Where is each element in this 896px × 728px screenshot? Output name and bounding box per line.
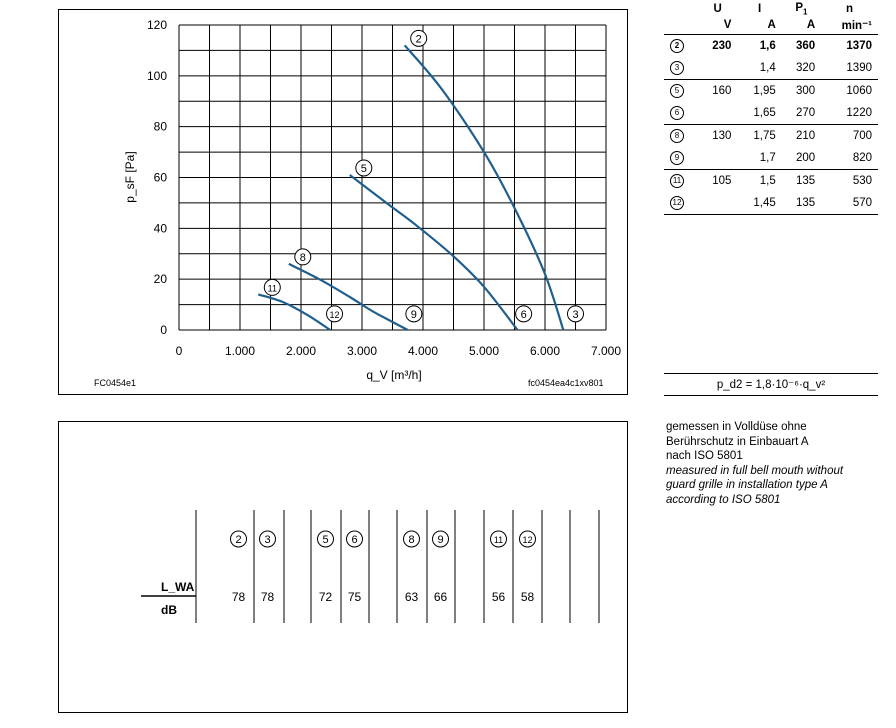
cell-i: 1,65 xyxy=(753,107,776,120)
chart-code-left: FC0454e1 xyxy=(94,378,137,388)
fan-curve-chart xyxy=(58,9,628,395)
chart-code-right: fc0454ea4c1xv801 xyxy=(528,378,604,388)
cell-p: 210 xyxy=(782,125,821,148)
curve-marker-label: 11 xyxy=(267,283,277,294)
sound-power-value: 75 xyxy=(347,590,362,604)
curve-marker-label: 9 xyxy=(410,308,417,321)
cell-n: 820 xyxy=(852,152,872,165)
cell-u: 230 xyxy=(712,40,732,53)
note-en-line: guard grille in installation type A xyxy=(666,479,828,491)
cell-u: 105 xyxy=(698,170,737,193)
y-tick-label: 60 xyxy=(153,170,167,185)
y-tick-label: 20 xyxy=(153,272,167,287)
y-axis-label: p_sF [Pa] xyxy=(123,151,137,203)
measurement-notes xyxy=(666,420,888,507)
table-row xyxy=(664,125,878,148)
header-p: $P_1$ xyxy=(795,2,808,17)
curve-marker-label: 8 xyxy=(408,534,415,546)
sound-power-table xyxy=(58,421,628,713)
x-tick-label: 1.000 xyxy=(224,344,256,358)
dynamic-pressure-formula: p_d2 = 1,8·10⁻⁶·q_v² xyxy=(664,373,878,396)
cell-p: 320 xyxy=(795,62,816,75)
table-row xyxy=(664,102,878,125)
curve-marker-icon: 3 xyxy=(670,61,684,75)
curve-line-11 xyxy=(258,294,330,330)
x-tick-label: 4.000 xyxy=(407,344,439,358)
cell-n: 1390 xyxy=(846,62,872,75)
unit-u: V xyxy=(698,16,737,35)
table-header-row xyxy=(664,2,878,16)
operating-data-table xyxy=(664,2,878,215)
sound-power-value: 56 xyxy=(491,590,506,604)
row-label-lwa: L_WA xyxy=(161,580,195,594)
x-tick-label: 3.000 xyxy=(346,344,378,358)
cell-u: 130 xyxy=(698,125,737,148)
sound-power-value: 78 xyxy=(231,590,246,604)
table-row xyxy=(664,192,878,215)
x-tick-label: 7.000 xyxy=(590,344,622,358)
curve-marker-icon: 2 xyxy=(670,39,684,53)
curve-marker-label: 3 xyxy=(264,534,271,546)
cell-u xyxy=(698,57,737,80)
x-axis-label: q_V [m³/h] xyxy=(366,368,422,382)
table-row xyxy=(664,57,878,80)
table-unit-row xyxy=(664,16,878,35)
y-tick-label: 0 xyxy=(160,323,167,337)
cell-i: 1,75 xyxy=(737,125,781,148)
x-tick-label: 5.000 xyxy=(468,344,500,358)
curve-marker-label: 12 xyxy=(522,535,533,545)
cell-u xyxy=(698,102,737,125)
curve-marker-label: 2 xyxy=(415,33,422,46)
curve-marker-label: 9 xyxy=(437,534,444,546)
note-de-line: nach ISO 5801 xyxy=(666,450,743,462)
sound-power-value: 63 xyxy=(404,590,419,604)
y-tick-label: 80 xyxy=(153,119,167,134)
note-en-line: according to ISO 5801 xyxy=(666,493,781,506)
curve-marker-label: 5 xyxy=(322,534,329,546)
cell-n: 530 xyxy=(821,170,878,193)
curve-marker-icon: 6 xyxy=(670,106,684,120)
header-i: I xyxy=(757,3,762,16)
curve-marker-label: 2 xyxy=(235,534,242,546)
table-row xyxy=(664,80,878,103)
cell-p: 270 xyxy=(795,107,816,120)
curve-marker-label: 8 xyxy=(299,251,306,264)
note-de-line: Berührschutz in Einbauart A xyxy=(666,435,809,448)
cell-p: 135 xyxy=(782,192,821,215)
cell-u xyxy=(698,147,737,170)
cell-p: 200 xyxy=(795,152,816,165)
curve-marker-icon: 8 xyxy=(670,129,684,143)
cell-p: 360 xyxy=(795,40,816,53)
cell-i: 1,4 xyxy=(759,62,776,75)
cell-n: 1220 xyxy=(846,107,872,120)
cell-i: 1,6 xyxy=(759,40,776,53)
table-row xyxy=(664,35,878,58)
curve-marker-label: 5 xyxy=(360,162,367,175)
curve-marker-icon: 9 xyxy=(670,151,684,165)
cell-p: 135 xyxy=(782,170,821,193)
curve-marker-icon: 11 xyxy=(670,174,684,188)
table-row xyxy=(664,170,878,193)
sound-power-value: 78 xyxy=(260,590,275,604)
curve-marker-icon: 5 xyxy=(670,84,684,98)
cell-i: 1,5 xyxy=(737,170,781,193)
x-tick-label: 6.000 xyxy=(529,344,561,358)
curve-marker-label: 12 xyxy=(329,309,340,320)
sound-power-value: 58 xyxy=(520,590,535,604)
curve-marker-label: 6 xyxy=(351,534,358,546)
y-tick-label: 40 xyxy=(153,221,167,236)
cell-n: 570 xyxy=(821,192,878,215)
curve-marker-icon: 12 xyxy=(670,196,684,210)
y-tick-label: 120 xyxy=(146,18,167,32)
curve-marker-label: 3 xyxy=(572,308,579,321)
x-tick-label: 2.000 xyxy=(285,344,317,358)
cell-n: 1370 xyxy=(846,40,872,53)
note-de-line: gemessen in Volldüse ohne xyxy=(666,421,807,433)
row-label-db: dB xyxy=(161,603,177,617)
table-row xyxy=(664,147,878,170)
unit-p: A xyxy=(782,16,821,35)
header-u: U xyxy=(713,3,722,16)
note-en-line: measured in full bell mouth without xyxy=(666,464,844,477)
curve-marker-label: 11 xyxy=(493,535,504,545)
sound-power-value: 72 xyxy=(318,590,333,604)
cell-n: 1060 xyxy=(821,80,878,103)
y-tick-label: 100 xyxy=(146,68,167,83)
cell-u: 160 xyxy=(698,80,737,103)
x-tick-label: 0 xyxy=(175,344,183,358)
curve-line-5 xyxy=(350,175,518,330)
header-n: n xyxy=(846,3,854,16)
sound-power-value: 66 xyxy=(433,590,448,604)
unit-i: A xyxy=(737,16,781,35)
cell-u xyxy=(698,192,737,215)
cell-i: 1,7 xyxy=(759,152,776,165)
cell-i: 1,45 xyxy=(737,192,781,215)
cell-i: 1,95 xyxy=(737,80,781,103)
cell-n: 700 xyxy=(821,125,878,148)
curve-marker-label: 6 xyxy=(520,308,527,321)
curve-line-8 xyxy=(289,264,408,330)
unit-n: min⁻¹ xyxy=(821,16,878,35)
cell-p: 300 xyxy=(782,80,821,103)
